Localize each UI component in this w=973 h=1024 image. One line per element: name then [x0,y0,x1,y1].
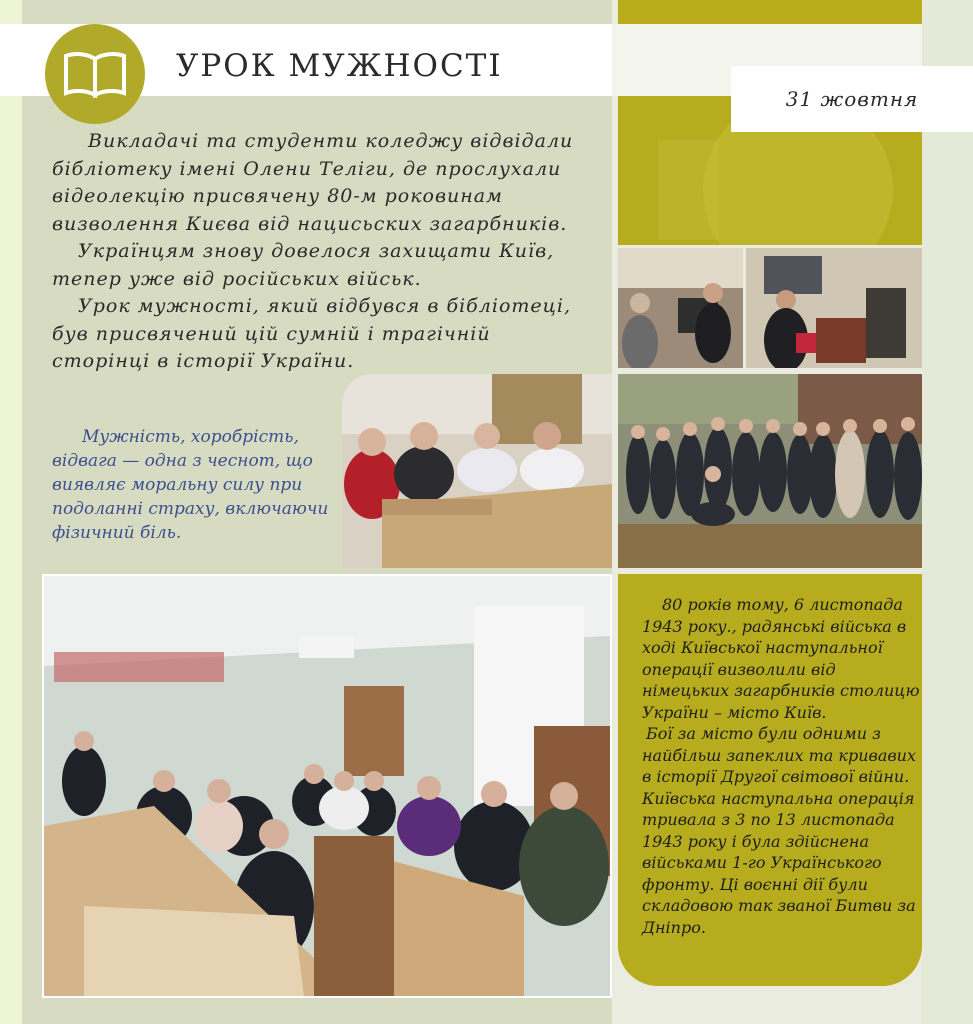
main-paragraph: Українцям знову довелося захищати Київ, тепер уже від російських військ. [52,240,555,290]
date-box [731,66,973,132]
left-edge-stripe [0,0,22,1024]
logo [45,24,145,124]
photo-classroom [42,574,612,998]
main-paragraph: Урок мужності, який відбувся в бібліотеці, був присвячений цій сумній і трагічній сторінці в історії України. [52,295,572,372]
history-paragraph: 80 років тому, 6 листопада 1943 року., радянські війська в ході Київської наступальної операції визволили від німецьких загарбників столицю України – місто Київ. [642,595,920,722]
main-text [52,128,612,376]
photo-students-at-desks [342,374,612,568]
open-book-icon [62,49,128,99]
main-paragraph: Викладачі та студенти коледжу відвідали бібліотеку імені Олени Теліги, де прослухали відеолекцію присвячену 80-м роковинам визволення Києва від нацисьских загарбників. [52,130,574,235]
history-paragraph: Бої за місто були одними з найбільш запеклих та кривавих в історії Другої світової війни. Київська наступальна операція тривала з 3 по 13 листопада 1943 року і була здійснена військами 1-го Українського фронту. Ці воєнні дії були складовою так званої Битви за Дніпро. [642,724,916,937]
photo-speaker [746,248,922,368]
photo-group-outdoors [618,374,922,568]
olive-top-bar [618,0,922,22]
photo-lecturer [618,248,743,368]
page-title: УРОК МУЖНОСТІ [176,48,503,84]
right-edge-strip [922,0,973,1024]
quote-text [52,425,337,545]
quote-body: Мужність, хоробрість, відвага — одна з чеснот, що виявляє моральну силу при подоланні страху, включаючи фізичний біль. [52,427,329,543]
date-label: 31 жовтня [785,87,919,111]
history-info-text [642,594,920,938]
